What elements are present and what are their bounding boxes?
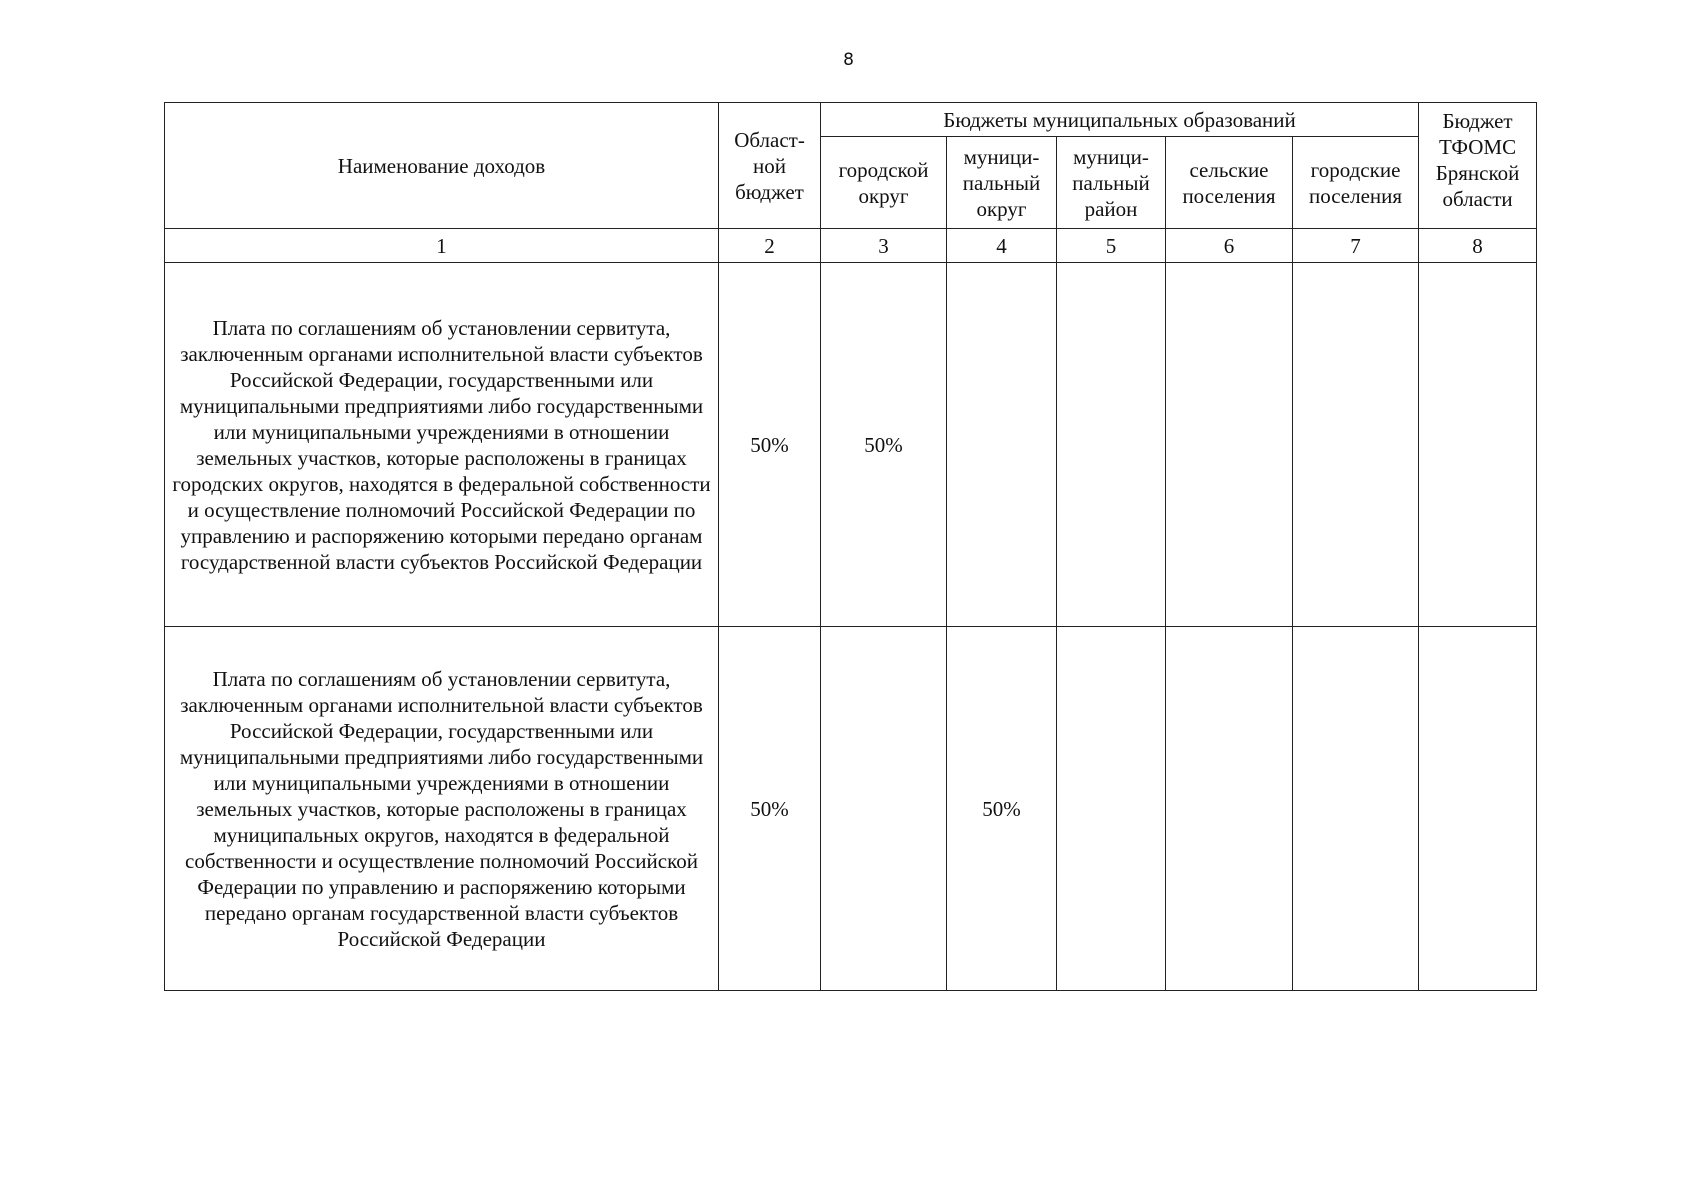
header-urban-district xyxy=(821,137,947,229)
municipal-area-cell xyxy=(1057,263,1166,627)
header-municipal-district-line: округ xyxy=(976,196,1027,221)
header-urban-settlements-line: поселения xyxy=(1308,183,1403,208)
header-municipal-district xyxy=(947,137,1057,229)
header-urban-district-line: округ xyxy=(858,183,909,208)
urban-district-cell: 50% xyxy=(821,263,947,627)
header-municipal-area-line: пальный xyxy=(1072,170,1150,195)
regional-budget-cell: 50% xyxy=(719,627,821,991)
urban-settlements-cell xyxy=(1293,627,1419,991)
header-regional-budget xyxy=(719,103,821,229)
header-tfoms-line: ТФОМС xyxy=(1439,135,1517,159)
column-number: 8 xyxy=(1419,229,1537,263)
header-tfoms-line: области xyxy=(1442,187,1513,211)
header-rural-settlements xyxy=(1166,137,1293,229)
table-row xyxy=(165,263,1537,627)
header-municipal-district-line: муници- xyxy=(963,144,1040,169)
header-tfoms-line: Бюджет xyxy=(1442,109,1513,133)
column-number: 4 xyxy=(947,229,1057,263)
revenue-distribution-table xyxy=(164,102,1537,991)
header-regional-budget-line: ной xyxy=(753,153,786,178)
column-number: 6 xyxy=(1166,229,1293,263)
column-number: 2 xyxy=(719,229,821,263)
header-urban-settlements-line: городские xyxy=(1310,157,1401,182)
header-tfoms-budget xyxy=(1419,103,1537,229)
municipal-area-cell xyxy=(1057,627,1166,991)
column-number: 7 xyxy=(1293,229,1419,263)
header-municipal-district-line: пальный xyxy=(962,170,1041,195)
header-rural-settlements-line: сельские xyxy=(1189,157,1269,182)
municipal-district-cell xyxy=(947,263,1057,627)
rural-settlements-cell xyxy=(1166,627,1293,991)
column-number: 3 xyxy=(821,229,947,263)
header-municipal-area-line: район xyxy=(1084,196,1138,221)
header-municipal-area-line: муници- xyxy=(1073,144,1149,169)
header-tfoms-line: Брянской xyxy=(1435,161,1520,185)
page-number: 8 xyxy=(843,50,854,70)
column-number-row xyxy=(165,229,1537,263)
rural-settlements-cell xyxy=(1166,263,1293,627)
income-name-cell: Плата по соглашениям об установлении сервитута, заключенным органами исполнительной власти субъектов Российской Федерации, государственными или муниципальными предприятиями либо государственными или муниципальными учреждениями в отношении земельных участков, которые расположены в границах городских округов, находятся в федеральной собственности и осуществление полномочий Российской Федерации по управлению и распоряжению которыми передано органам государственной власти субъектов Российской Федерации xyxy=(165,263,719,627)
column-number: 5 xyxy=(1057,229,1166,263)
header-rural-settlements-line: поселения xyxy=(1182,183,1276,208)
header-row xyxy=(165,103,1537,137)
urban-settlements-cell xyxy=(1293,263,1419,627)
header-municipal-budgets: Бюджеты муниципальных образований xyxy=(821,103,1419,137)
header-regional-budget-line: бюджет xyxy=(735,179,804,204)
tfoms-budget-cell xyxy=(1419,263,1537,627)
tfoms-budget-cell xyxy=(1419,627,1537,991)
header-urban-district-line: городской xyxy=(838,157,929,182)
income-name-cell: Плата по соглашениям об установлении сервитута, заключенным органами исполнительной власти субъектов Российской Федерации, государственными или муниципальными предприятиями либо государственными или муниципальными учреждениями в отношении земельных участков, которые расположены в границах муниципальных округов, находятся в федеральной собственности и осуществление полномочий Российской Федерации по управлению и распоряжению которыми передано органам государственной власти субъектов Российской Федерации xyxy=(165,627,719,991)
table-row xyxy=(165,627,1537,991)
header-urban-settlements xyxy=(1293,137,1419,229)
urban-district-cell xyxy=(821,627,947,991)
header-municipal-area xyxy=(1057,137,1166,229)
municipal-district-cell: 50% xyxy=(947,627,1057,991)
header-income-name: Наименование доходов xyxy=(165,103,719,229)
header-regional-budget-line: Област- xyxy=(734,127,805,152)
regional-budget-cell: 50% xyxy=(719,263,821,627)
column-number: 1 xyxy=(165,229,719,263)
